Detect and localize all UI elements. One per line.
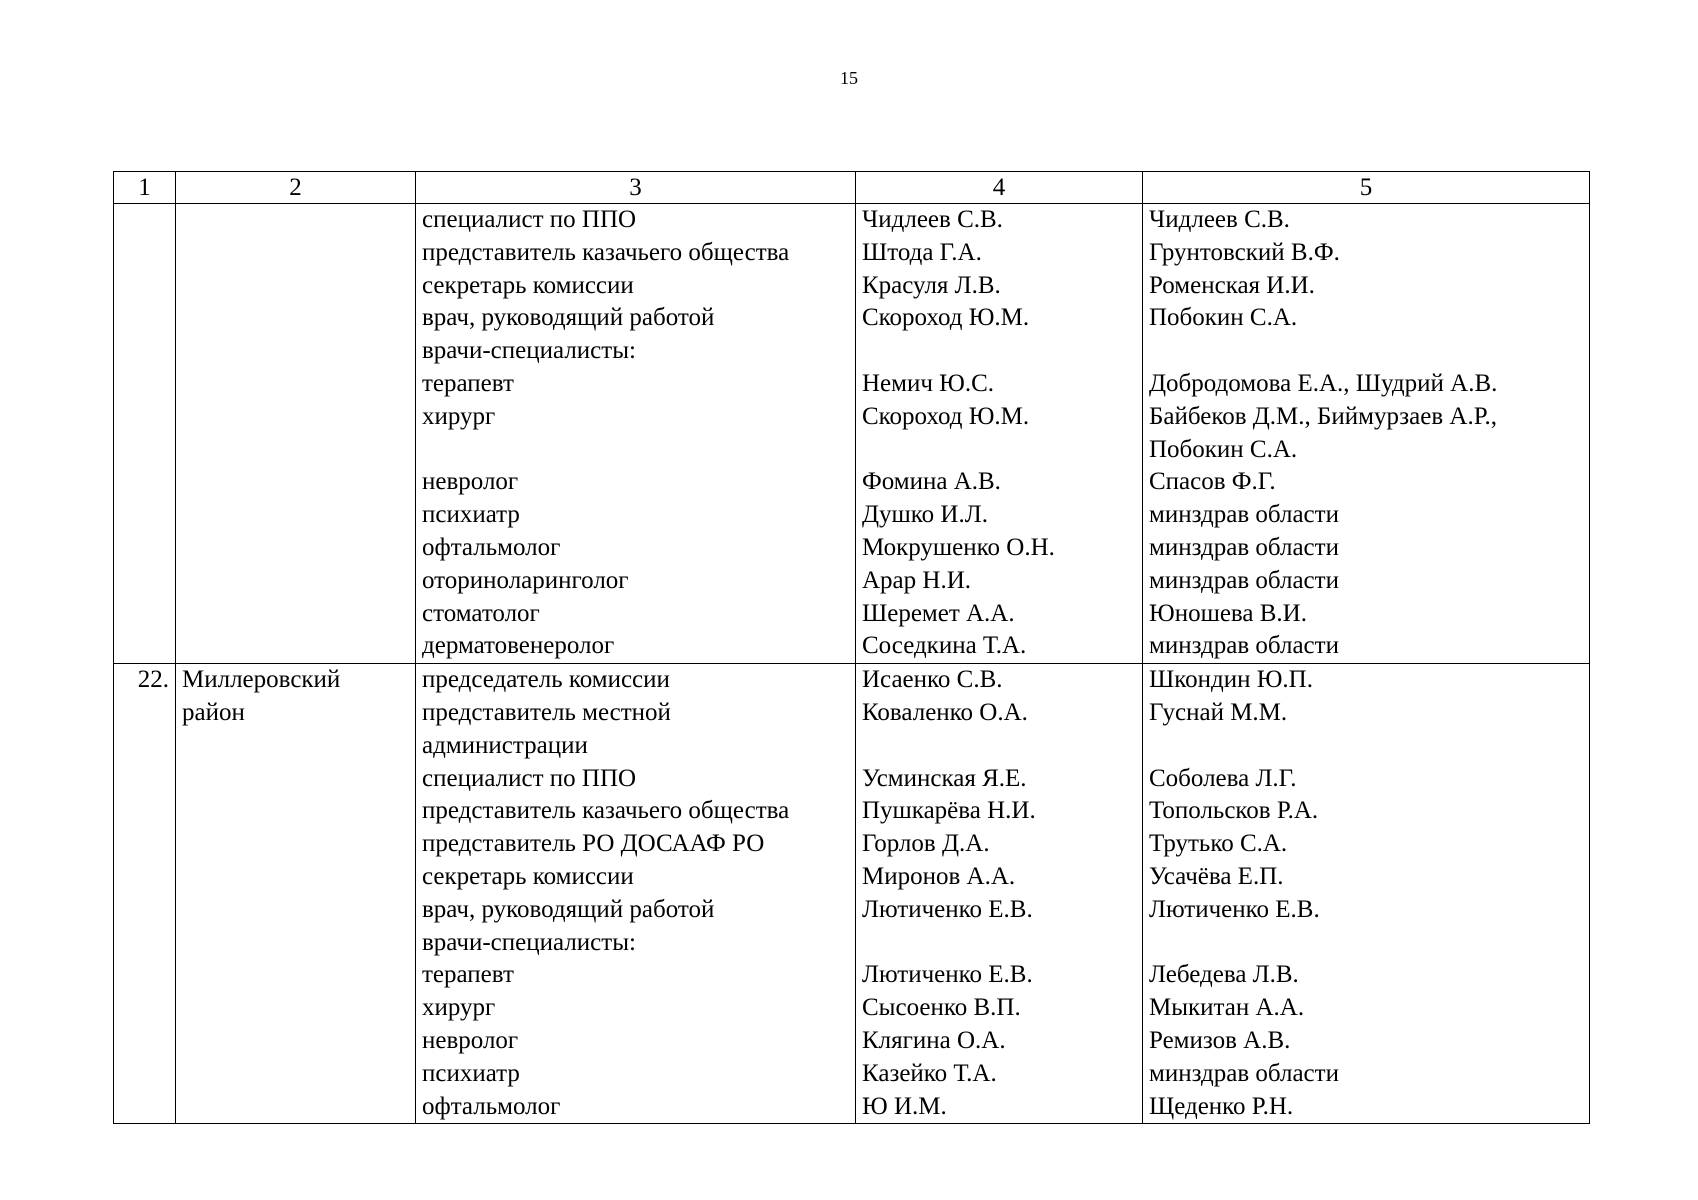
- row-number-cell: [114, 1091, 176, 1124]
- main-member-cell: [856, 434, 1143, 467]
- row-number-cell: [114, 894, 176, 927]
- reserve-member-cell: Трутько С.А.: [1143, 828, 1590, 861]
- region-cell: [176, 532, 416, 565]
- column-header-5: 5: [1143, 172, 1590, 204]
- region-cell: [176, 598, 416, 631]
- row-number-cell: [114, 795, 176, 828]
- table-row: [114, 565, 1590, 598]
- reserve-member-cell: Гуснай М.М.: [1143, 697, 1590, 730]
- reserve-member-cell: Добродомова Е.А., Шудрий А.В.: [1143, 368, 1590, 401]
- row-number-cell: [114, 828, 176, 861]
- reserve-member-cell: [1143, 927, 1590, 960]
- reserve-member-cell: Лебедева Л.В.: [1143, 959, 1590, 992]
- main-member-cell: Лютиченко Е.В.: [856, 959, 1143, 992]
- reserve-member-cell: Шкондин Ю.П.: [1143, 664, 1590, 697]
- reserve-member-cell: Щеденко Р.Н.: [1143, 1091, 1590, 1124]
- region-cell: [176, 828, 416, 861]
- row-number-cell: [114, 927, 176, 960]
- reserve-member-cell: Спасов Ф.Г.: [1143, 466, 1590, 499]
- region-cell: [176, 434, 416, 467]
- role-cell: стоматолог: [416, 598, 856, 631]
- reserve-member-cell: [1143, 335, 1590, 368]
- table-row: [114, 335, 1590, 368]
- role-cell: [416, 434, 856, 467]
- table-row: [114, 927, 1590, 960]
- row-number-cell: [114, 959, 176, 992]
- region-cell: [176, 466, 416, 499]
- region-cell: [176, 927, 416, 960]
- reserve-member-cell: Лютиченко Е.В.: [1143, 894, 1590, 927]
- main-member-cell: Клягина О.А.: [856, 1025, 1143, 1058]
- role-cell: офтальмолог: [416, 1091, 856, 1124]
- table-row: [114, 302, 1590, 335]
- reserve-member-cell: Юношева В.И.: [1143, 598, 1590, 631]
- region-cell: [176, 763, 416, 796]
- role-cell: врач, руководящий работой: [416, 302, 856, 335]
- region-cell: [176, 992, 416, 1025]
- row-number-cell: [114, 401, 176, 434]
- region-cell: [176, 302, 416, 335]
- table-row: [114, 499, 1590, 532]
- role-cell: представитель местной: [416, 697, 856, 730]
- region-cell: [176, 237, 416, 270]
- row-number-cell: [114, 1058, 176, 1091]
- table-row: [114, 270, 1590, 303]
- role-cell: представитель казачьего общества: [416, 795, 856, 828]
- main-member-cell: Соседкина Т.А.: [856, 630, 1143, 663]
- row-number-cell: [114, 730, 176, 763]
- table-row: [114, 532, 1590, 565]
- main-member-cell: Скороход Ю.М.: [856, 401, 1143, 434]
- row-number-cell: [114, 499, 176, 532]
- row-number-cell: [114, 630, 176, 663]
- commission-table: [113, 171, 1590, 1124]
- reserve-member-cell: минздрав области: [1143, 630, 1590, 663]
- row-number-cell: [114, 237, 176, 270]
- region-cell: [176, 565, 416, 598]
- table-row: [114, 1091, 1590, 1124]
- main-member-cell: Горлов Д.А.: [856, 828, 1143, 861]
- main-member-cell: Чидлеев С.В.: [856, 204, 1143, 237]
- region-cell: [176, 204, 416, 237]
- reserve-member-cell: Побокин С.А.: [1143, 302, 1590, 335]
- role-cell: терапевт: [416, 959, 856, 992]
- main-member-cell: Коваленко О.А.: [856, 697, 1143, 730]
- table-row: [114, 992, 1590, 1025]
- row-number-cell: [114, 270, 176, 303]
- main-member-cell: [856, 927, 1143, 960]
- table-row: [114, 1025, 1590, 1058]
- role-cell: оториноларинголог: [416, 565, 856, 598]
- role-cell: невролог: [416, 466, 856, 499]
- reserve-member-cell: минздрав области: [1143, 1058, 1590, 1091]
- role-cell: невролог: [416, 1025, 856, 1058]
- reserve-member-cell: Побокин С.А.: [1143, 434, 1590, 467]
- reserve-member-cell: Байбеков Д.М., Биймурзаев А.Р.,: [1143, 401, 1590, 434]
- main-member-cell: Скороход Ю.М.: [856, 302, 1143, 335]
- region-cell: [176, 894, 416, 927]
- main-member-cell: Душко И.Л.: [856, 499, 1143, 532]
- reserve-member-cell: Усачёва Е.П.: [1143, 861, 1590, 894]
- main-member-cell: Красуля Л.В.: [856, 270, 1143, 303]
- main-member-cell: Миронов А.А.: [856, 861, 1143, 894]
- region-cell: [176, 401, 416, 434]
- role-cell: психиатр: [416, 499, 856, 532]
- table-row: [114, 861, 1590, 894]
- reserve-member-cell: минздрав области: [1143, 532, 1590, 565]
- role-cell: специалист по ППО: [416, 204, 856, 237]
- region-cell: [176, 1058, 416, 1091]
- table-row: [114, 959, 1590, 992]
- table-row: [114, 368, 1590, 401]
- region-cell: [176, 730, 416, 763]
- main-member-cell: Исаенко С.В.: [856, 664, 1143, 697]
- role-cell: хирург: [416, 992, 856, 1025]
- region-cell: [176, 1025, 416, 1058]
- table-row: [114, 763, 1590, 796]
- main-member-cell: Сысоенко В.П.: [856, 992, 1143, 1025]
- role-cell: офтальмолог: [416, 532, 856, 565]
- main-member-cell: Арар Н.И.: [856, 565, 1143, 598]
- table-row: [114, 630, 1590, 663]
- main-member-cell: Мокрушенко О.Н.: [856, 532, 1143, 565]
- table-row: [114, 598, 1590, 631]
- row-number-cell: [114, 302, 176, 335]
- row-number-cell: [114, 1025, 176, 1058]
- table-row: [114, 894, 1590, 927]
- region-cell: [176, 959, 416, 992]
- column-header-1: 1: [114, 172, 176, 204]
- role-cell: врачи-специалисты:: [416, 927, 856, 960]
- reserve-member-cell: Ремизов А.В.: [1143, 1025, 1590, 1058]
- region-cell: [176, 368, 416, 401]
- row-number-cell: [114, 434, 176, 467]
- row-number-cell: [114, 565, 176, 598]
- region-cell: [176, 861, 416, 894]
- role-cell: секретарь комиссии: [416, 861, 856, 894]
- row-number-cell: [114, 204, 176, 237]
- row-number-cell: [114, 532, 176, 565]
- region-cell: [176, 630, 416, 663]
- region-cell: [176, 1091, 416, 1124]
- row-number-cell: [114, 992, 176, 1025]
- role-cell: психиатр: [416, 1058, 856, 1091]
- region-cell: [176, 795, 416, 828]
- main-member-cell: Казейко Т.А.: [856, 1058, 1143, 1091]
- reserve-member-cell: Мыкитан А.А.: [1143, 992, 1590, 1025]
- row-number-cell: [114, 368, 176, 401]
- role-cell: врач, руководящий работой: [416, 894, 856, 927]
- reserve-member-cell: [1143, 730, 1590, 763]
- role-cell: представитель РО ДОСААФ РО: [416, 828, 856, 861]
- table-row: [114, 434, 1590, 467]
- row-number-cell: [114, 598, 176, 631]
- table-row: [114, 466, 1590, 499]
- table-row: [114, 664, 1590, 697]
- reserve-member-cell: Грунтовский В.Ф.: [1143, 237, 1590, 270]
- row-number-cell: 22.: [114, 664, 176, 697]
- reserve-member-cell: Топольсков Р.А.: [1143, 795, 1590, 828]
- row-number-cell: [114, 861, 176, 894]
- main-member-cell: Усминская Я.Е.: [856, 763, 1143, 796]
- reserve-member-cell: минздрав области: [1143, 499, 1590, 532]
- column-header-2: 2: [176, 172, 416, 204]
- row-number-cell: [114, 697, 176, 730]
- role-cell: специалист по ППО: [416, 763, 856, 796]
- main-member-cell: Ю И.М.: [856, 1091, 1143, 1124]
- main-member-cell: Фомина А.В.: [856, 466, 1143, 499]
- column-header-4: 4: [856, 172, 1143, 204]
- table-header-row: [114, 172, 1590, 204]
- table-row: [114, 237, 1590, 270]
- row-number-cell: [114, 335, 176, 368]
- main-member-cell: Штода Г.А.: [856, 237, 1143, 270]
- column-header-3: 3: [416, 172, 856, 204]
- role-cell: врачи-специалисты:: [416, 335, 856, 368]
- region-cell: [176, 335, 416, 368]
- table-row: [114, 697, 1590, 730]
- reserve-member-cell: Роменская И.И.: [1143, 270, 1590, 303]
- table-row: [114, 204, 1590, 237]
- main-member-cell: Пушкарёва Н.И.: [856, 795, 1143, 828]
- page-number: 15: [840, 68, 858, 88]
- region-cell: Миллеровский: [176, 664, 416, 697]
- region-cell: [176, 270, 416, 303]
- reserve-member-cell: Чидлеев С.В.: [1143, 204, 1590, 237]
- role-cell: администрации: [416, 730, 856, 763]
- main-member-cell: Немич Ю.С.: [856, 368, 1143, 401]
- reserve-member-cell: минздрав области: [1143, 565, 1590, 598]
- main-member-cell: Лютиченко Е.В.: [856, 894, 1143, 927]
- role-cell: секретарь комиссии: [416, 270, 856, 303]
- main-member-cell: [856, 730, 1143, 763]
- table-row: [114, 795, 1590, 828]
- row-number-cell: [114, 763, 176, 796]
- table-row: [114, 828, 1590, 861]
- role-cell: терапевт: [416, 368, 856, 401]
- role-cell: дерматовенеролог: [416, 630, 856, 663]
- table-row: [114, 401, 1590, 434]
- role-cell: хирург: [416, 401, 856, 434]
- region-cell: район: [176, 697, 416, 730]
- region-cell: [176, 499, 416, 532]
- reserve-member-cell: Соболева Л.Г.: [1143, 763, 1590, 796]
- role-cell: представитель казачьего общества: [416, 237, 856, 270]
- main-member-cell: [856, 335, 1143, 368]
- table-row: [114, 1058, 1590, 1091]
- role-cell: председатель комиссии: [416, 664, 856, 697]
- row-number-cell: [114, 466, 176, 499]
- table-row: [114, 730, 1590, 763]
- main-member-cell: Шеремет А.А.: [856, 598, 1143, 631]
